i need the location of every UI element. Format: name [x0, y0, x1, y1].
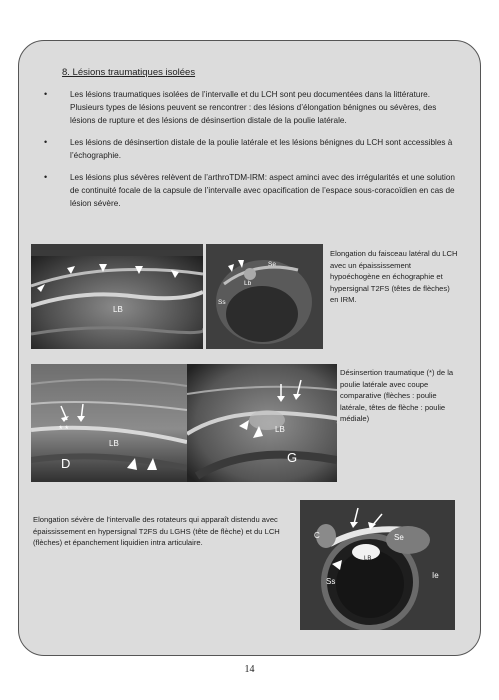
ultrasound-image-left-shoulder	[187, 364, 337, 482]
mri-label-se: Se	[268, 261, 276, 268]
mri-label-c: C	[314, 531, 320, 540]
mri-label-ss-fig3: Ss	[326, 577, 336, 586]
side-label-d: D	[61, 456, 71, 471]
bullet-text: Les lésions plus sévères relèvent de l’arthroTDM-IRM: aspect aminci avec des irrégularités et une solution de continuité focale de la capsule de l’intervalle avec opacification de l’espace sous-coracoïdien en cas de lésion sévère.	[70, 173, 455, 208]
mri-label-se-fig3: Se	[394, 533, 404, 542]
bullet-list	[44, 88, 458, 219]
mri-label-lb-fig3: LB	[364, 556, 372, 562]
bullet-text: Les lésions de désinsertion distale de la poulie latérale et les lésions bénignes du LCH sont accessibles à l’échographie.	[70, 138, 453, 160]
figure-caption-2: Désinsertion traumatique (*) de la poulie latérale avec coupe comparative (flèches : poulie latérale, têtes de flèche : poulie médiale)	[340, 368, 454, 423]
bullet-item	[44, 171, 458, 210]
mri-image-severe-elongation	[300, 500, 455, 630]
bullet-text: Les lésions traumatiques isolées de l’intervalle et du LCH sont peu documentées dans la littérature. Plusieurs types de lésions peuvent se rencontrer : des lésions d’élongation bénignes ou sévères, des lésions de rupture et des lésions de désinsertion distale de la poulie latérale.	[70, 90, 437, 125]
side-label-g: G	[287, 450, 298, 465]
page-number: 14	[244, 664, 255, 675]
ultrasound-image-elongation	[31, 244, 203, 349]
us-label-stars: * *	[59, 424, 69, 434]
us-label-lb-right: LB	[275, 425, 285, 434]
mri-image-elongation	[206, 244, 323, 349]
figure-caption-1: Elongation du faisceau latéral du LCH avec un épaississement hypoéchogène en échographie et hypersignal T2FS (têtes de flèches) en IRM.	[330, 249, 458, 304]
us-label-lb-left: LB	[109, 439, 119, 448]
mri-label-ie: Ie	[432, 571, 439, 580]
bullet-symbol: •	[44, 137, 48, 147]
bullet-symbol: •	[44, 89, 48, 99]
us-label-lb: LB	[113, 305, 123, 314]
mri-label-ss: Ss	[218, 299, 226, 306]
bullet-symbol: •	[44, 172, 48, 182]
section-heading: 8. Lésions traumatiques isolées	[62, 67, 196, 78]
ultrasound-image-right-shoulder	[31, 364, 187, 482]
bullet-item	[44, 88, 458, 127]
bullet-item	[44, 136, 458, 162]
figure-caption-3: Elongation sévère de l’intervalle des rotateurs qui apparaît distendu avec épaississement en hypersignal T2FS du LGHS (tête de flèche) et du LCH (flèches) et épanchement liquidien intra articulaire.	[33, 515, 280, 547]
mri-label-lb: Lb	[244, 280, 252, 287]
